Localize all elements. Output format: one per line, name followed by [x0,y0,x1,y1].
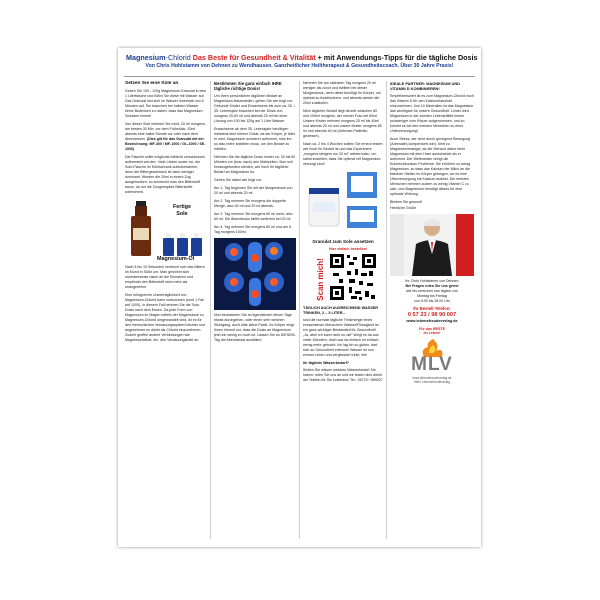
paragraph: Nehmen Sie am nächsten Tag morgens 20 ml weniger als zuvor und bleiben bei dieser Morgendosis, denn diese benötigt Ihr Körper, um optimal zu funktionieren, und abends wieder die 20ml zusätzlich. [303,81,381,105]
column-1 [125,81,207,541]
paragraph: Mein täglicher Bedarf liegt derzeit zwischen 80 und 100ml morgens, der meiner Frau bei 60ml. Unsere Kinder nehmen morgens 20 ml bis 40ml und abends 20 ml und unsere Mutter morgens 80 ml und abends 40 ml (Arthrose-Patientin, gewesen). [303,109,382,138]
signature-block [390,279,474,304]
column-4 [390,81,474,541]
paragraph: Nach ca. 2 bis 4 Wochen sollten Sie erneut testen wie hoch Ihr Bedarf ist und das Experiment „morgens steigern um 20 ml" wiederholen, um sicherzustellen, dass Sie optimal mit Magnesium versorgt sind! [303,142,383,166]
paragraph: Nehmen Sie die tägliche Dosis immer ca. 30 bis 60 Minuten vor (bzw. nach) den Mahlzeiten. Nun soll herausgefunden werden, wie hoch Ihr täglicher Bedarf an Magnesium ist. [214,154,296,174]
dose-step: Am 1. Tag beginnen Sie mit der Morgendosis von 20 ml und abends 20 ml. [214,185,293,195]
granulate-image [303,170,383,236]
paragraph: Gehen Sie dabei wie folgt vor: [214,177,262,182]
order-phone[interactable]: 0 57 23 / 98 90 007 [407,312,457,318]
paragraph: Nach 5 bis 10 Sekunden verdünnt sich das Bittere im Mund in Süße um. Man gewöhnt sich normalerweise rasch an die Einnahme und empfindet den Bitterstoff nicht mehr als unangenehm. [125,265,205,289]
column-divider [299,81,300,539]
paragraph: Die Flasche sollte möglichst luftdicht verschlossen aufbewahrt werden. Viele Leiden sowie vor, die Sole-Flasche im Kühlschrank aufzubewahren, denn der Bittergeschmack ist dann weniger dominant. Werden die 20ml in einem Zug ausgetrunken, so schmeckt man den Bitterstoff kaum, da nur die Zungenspitze Bitterstoffe wahrnimmt. [125,155,205,194]
author-photo-image [390,214,474,276]
logo-subtitle: www.lebensfreudeverlag.de Mein Lebensfreudeverlag [412,376,452,385]
brand-name: Magnesium [126,53,166,62]
bottles-image [125,198,207,262]
title-tail: + mit Anwendungs-Tipps für die tägliche Dosis [317,53,478,62]
water-heading: TÄGLICH AUCH AUSREICHEND WASSER TRINKEN, 2 – 3 LITER... [303,306,379,315]
granulate-figure [303,170,383,236]
column-divider [210,81,211,539]
logo-wordmark: MLV [411,354,453,375]
logo-tagline: Für das BESTE im Leben! [419,327,445,336]
qr-label: Hier einfach bestellen! [329,247,368,251]
granulate-note: (Dies gilt für das Granulat mit der Bezeichnung: MF-300 / MF-1000 / GL-1000 / SE-1000) [125,137,206,151]
fig-label: Magnesium-Öl [157,256,195,262]
closing-line: Herzliche Grüße [390,206,417,210]
column-divider [386,81,387,539]
header-title [126,53,478,62]
website-link[interactable]: www.lebensfreudeverlag.de [406,318,458,323]
paragraph: Erwachsene ab dem 35. Lebensjahr benötigen meistens eine höhere Dosis, da der Körper, je älter er wird, Magnesium schwerer aufnimmt, man ihn so also mehr anbieten muss, um den Bedarf zu erfüllen. [214,126,295,151]
dose-step: Am 4. Tag nehmen Sie morgens 80 ml und am 5. Tag morgens 100ml. [214,224,293,234]
author-photo [390,214,474,276]
contact-line: Montag bis Freitag [417,294,447,298]
brand-suffix: -Chlorid [165,53,191,62]
publisher-logo [390,327,474,391]
column-3 [303,81,383,541]
qr-code-icon[interactable] [329,253,377,301]
slogan: Das Beste für Gesundheit & Vitalität [192,53,316,62]
header-subtitle: Von Chris Hohlstamm von Dehnen zu Wendhausen. Ganzheitlicher Heiltherapeut & Gesundheitscoach. Über 30 Jahre Praxis! [145,63,454,69]
paragraph: Geben Sie 100 - 120g Magnesium-Granulat in eine 1 Literflasche und füllen Sie diese mit Wasser auf. Das Granulat löst sich im Wasser innerhalb von 5 Minuten auf. Sie brauchen bei halbem Wasser keine Bedenken zu haben, dass das Magnesium Schaden nimmt! [125,89,207,118]
figure-caption: Granulat zum Sole ansetzen [312,239,374,244]
fig-label: Fertige Sole [173,204,191,217]
contact-line: Bei Fragen rufen Sie uns gerne [405,284,459,288]
dose-heading: Bestimmen Sie ganz einfach IHRE tägliche richtige Dosis! [214,81,282,92]
flyer-page [118,48,481,547]
dose-step: Am 3. Tag nehmen Sie morgens 60 ml mehr, also 60 ml. Die Abenddosis bleibt weiterhin bei 20 ml. [214,211,293,221]
order-label: Ihr Bestell-Telefon: [413,306,451,311]
anatomy-image [214,238,296,310]
closing-line: Bleiben Sie gesund! [390,200,422,204]
contact-line: von 9:00 bis 18.00 Uhr [413,299,451,303]
header [126,53,478,71]
column-2 [214,81,296,541]
water-subheading: Ihr tägliche Wasserbedarf? [303,361,349,365]
header-divider [124,76,475,77]
qr-block [303,247,383,303]
paragraph: Empfehlenswert ist es zum Magnesium-Chlorid noch das Vitamin D für den Kalziumhaushalt einzunehmen. Von 10 Mineralien ist das Magnesium das wichtigste für unsere Gesundheit. Leider wird Magnesium in der zweiten Lebenshälfte immer schwieriger vom Körper aufgenommen, und so kommt es bei den meisten Menschen zu einer Unterversorgung! [390,94,474,133]
paragraph: Wollen Sie wissen welchen Wasserbedarf Sie haben: rufen Sie uns an und wir testen dies direkt am Telefon für Sie kostenlos! Tel.: 05723 / 989007 [303,368,383,382]
dose-step: Am 2. Tag nehmen Sie morgens die doppelte Menge, also 40 ml und 20 ml abends. [214,198,286,208]
scan-label: Scan mich! [315,258,325,301]
anatomy-figure [214,238,296,310]
sole-heading: Setzen Sie eine Sole an [125,81,179,86]
paragraph: Eine erfolgreiche Unverträglichkeit von Magnesium-Chlorid kann vorkommen (rund 1 Fall auf 1000). In diesem Fall nehmen Sie die Sole-Dosis nach dem Essen. Da jede Form von Magnesium im Magen mittels der Magensäure zu Magnesium-Chlorid umgewandelt wird, ist es für den menschlichen Verdauungssystem leichter und angenehmer es direkt als Chlorid einzunehmen. Zudem greifen andere Verbindungen wie Magnesiumcitrat, etc. den Verdauungstrakt an. [125,293,206,342]
signature: Ihr Chris Hohlstamm von Dehnen [405,279,459,283]
paragraph: Auch Stress, der nicht durch genügend Bewegung (Adrenalin) kompensiert wird, führt zu Magnesiummangel, da der Mensch dabei mehr Magnesium mit dem Harn ausscheidet als er aufnimmt. Der Weltmeister bringt die Kuhmilchkonsum Probleme. Sie erhöhen zu wenig Magnesium, so dass das Kalzium der Milch an die falschen Stellen im Körper gelangen, wo es eine Überversorgung mit Kalzium auslöst. Die meisten Menschen nehmen zudem zu wenig Vitamin C zu sich, und Magnesium benötigt dieses für eine optimale Wirkung. [390,137,471,196]
contact-line: wie bis erreichen uns täglich von [406,289,458,293]
paragraph: Um Ihren persönlichen täglichen Bedarf an Magnesium festzustellen, gehen Sie wie folgt vor: Gesunde Kinder und Erwachsene bis zum ca. 30. / 35. Lebensjahr brauchen bei der Dosis von morgens 20-60 ml und abends 20 ml bei einer Lösung von 100 bis 120g auf 1 Liter Wasser. [214,93,295,123]
paragraph: Von dieser Sole nehmen Sie mind. 20 ml morgens, am besten 30 Min. vor dem Frühstück, 20ml abends eine halbe Stunde vor oder nach dem Abendessen. (Dies gilt für das Granulat mit der Bezeichnung: MF-300 / MF-1000 / GL-1000 / SE-1000) [125,122,206,151]
partner-heading: IDEALE PARTNER: MAGNESIUM UND VITAMIN D KOMBINIEREN! [390,81,460,91]
product-figure [125,198,207,262]
paragraph: Nun beobachten Sie an irgendeinem dieser Tage etwas durchgehen, oder einen sehr weichen Stuhlgang, doch bitte keine Panik, Ihr Körper zeigt Ihnen hiermit nur, dass die Dosis an Magnesium jetzt ein wenig zu hoch ist. Lassen Sie an DIESEM-Tag die Abenddosis ausfallen! [214,312,296,342]
paragraph: sind die normale tägliche Trinkmenge eines erwachsenen Menschen! Wasser/Flüssigkeit ist ein ganz wichtiger Bestandteil für Gesundheit! „Ja, aber ich kann nicht so viel" klingt es da aus vieler Mündern, doch war da einfach tut einfach wenig mehr gebucht. Ich lag ich so gluten, darf sich an Gesundheit erfreuen! Wasser ist nun einmal Leben und vergesslich trinkt, leb! [303,318,379,357]
